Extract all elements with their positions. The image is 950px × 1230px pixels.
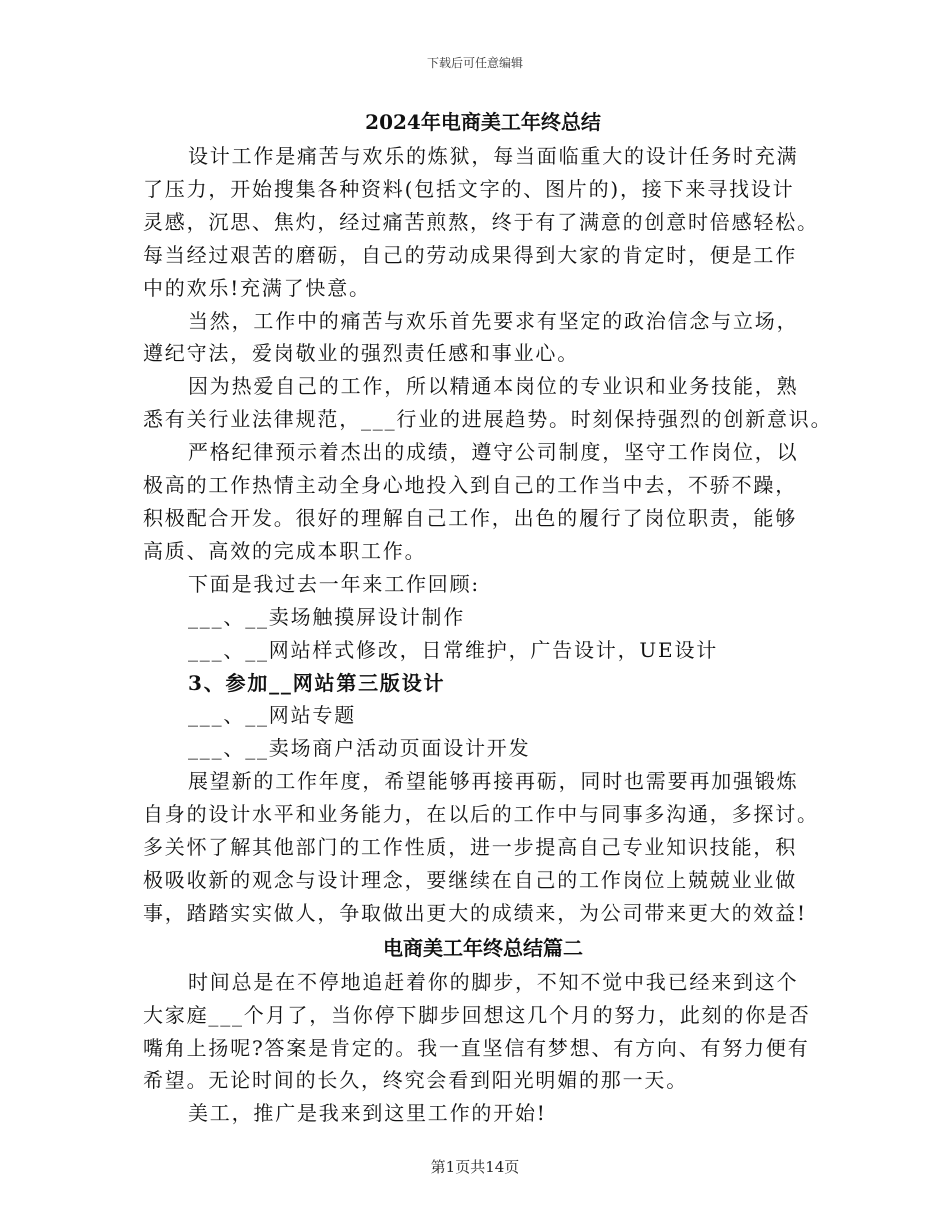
text-line: 嘴角上扬呢?答案是肯定的。我一直坚信有梦想、有方向、有努力便有 [143,1035,810,1060]
paragraph-7 [143,966,823,1098]
text-line: 高质、高效的完成本职工作。 [143,538,427,563]
text-line: 每当经过艰苦的磨砺，自己的劳动成果得到大家的肯定时，便是工作 [143,242,797,267]
text-line: 因为热爱自己的工作，所以精通本岗位的专业识和业务技能，熟 [188,374,799,399]
paragraph-8: 美工，推广是我来到这里工作的开始! [188,1101,547,1126]
text-line: 遵纪守法，爱岗敬业的强烈责任感和事业心。 [143,341,579,366]
text-line: 设计工作是痛苦与欢乐的炼狱，每当面临重大的设计任务时充满 [188,144,799,168]
download-note: 下载后可任意编辑 [426,56,523,70]
text-line: 自身的设计水平和业务能力，在以后的工作中与同事多沟通，多探讨。 [143,802,819,827]
paragraph-4 [143,436,823,568]
paragraph-1 [143,140,823,305]
paragraph-6 [143,765,823,930]
text-line: 希望。无论时间的长久，终究会看到阳光明媚的那一天。 [143,1068,688,1093]
text-line: 中的欢乐!充满了快意。 [143,275,371,300]
list-item: ___、__卖场商户活动页面设计开发 [188,736,531,761]
list-item: ___、__网站样式修改，日常维护，广告设计，UE设计 [188,637,719,662]
text-line: 多关怀了解其他部门的工作性质，进一步提高自己专业知识技能，积 [143,835,797,860]
text-line: 灵感，沉思、焦灼，经过痛苦煎熬，终于有了满意的创意时倍感轻松。 [143,209,819,234]
text-line: 悉有关行业法律规范，___行业的进展趋势。时刻保持强烈的创新意识。 [143,407,833,432]
list-item: ___、__网站专题 [188,703,356,728]
list-item: 3、参加__网站第三版设计 [188,670,446,695]
review-list [143,601,823,766]
text-line: 时间总是在不停地追赶着你的脚步，不知不觉中我已经来到这个 [188,969,799,994]
text-line: 极吸收新的观念与设计理念，要继续在自己的工作岗位上兢兢业业做 [143,867,797,892]
text-line: 大家庭___个月了，当你停下脚步回想这几个月的努力，此刻的你是否 [143,1002,811,1027]
text-line: 严格纪律预示着杰出的成绩，遵守公司制度，坚守工作岗位，以 [188,440,799,465]
list-item: ___、__卖场触摸屏设计制作 [188,604,465,629]
paragraph-3 [143,370,833,436]
text-line: 极高的工作热情主动全身心地投入到自己的工作当中去，不骄不躁， [143,473,797,498]
paragraph-5: 下面是我过去一年来工作回顾: [188,571,480,596]
document-title: 2024年电商美工年终总结 [365,110,601,134]
page-number: 第1页共14页 [430,1158,520,1176]
document-body [143,104,833,1130]
section-title: 电商美工年终总结篇二 [383,935,583,960]
text-line: 积极配合开发。很好的理解自己工作，出色的履行了岗位职责，能够 [143,505,797,530]
text-line: 展望新的工作年度，希望能够再接再砺，同时也需要再加强锻炼 [188,769,799,794]
text-line: 了压力，开始搜集各种资料(包括文字的、图片的)，接下来寻找设计 [143,176,795,201]
paragraph-2 [143,305,823,371]
text-line: 事，踏踏实实做人，争取做出更大的成绩来，为公司带来更大的效益! [143,900,807,925]
text-line: 当然，工作中的痛苦与欢乐首先要求有坚定的政治信念与立场， [188,308,799,333]
